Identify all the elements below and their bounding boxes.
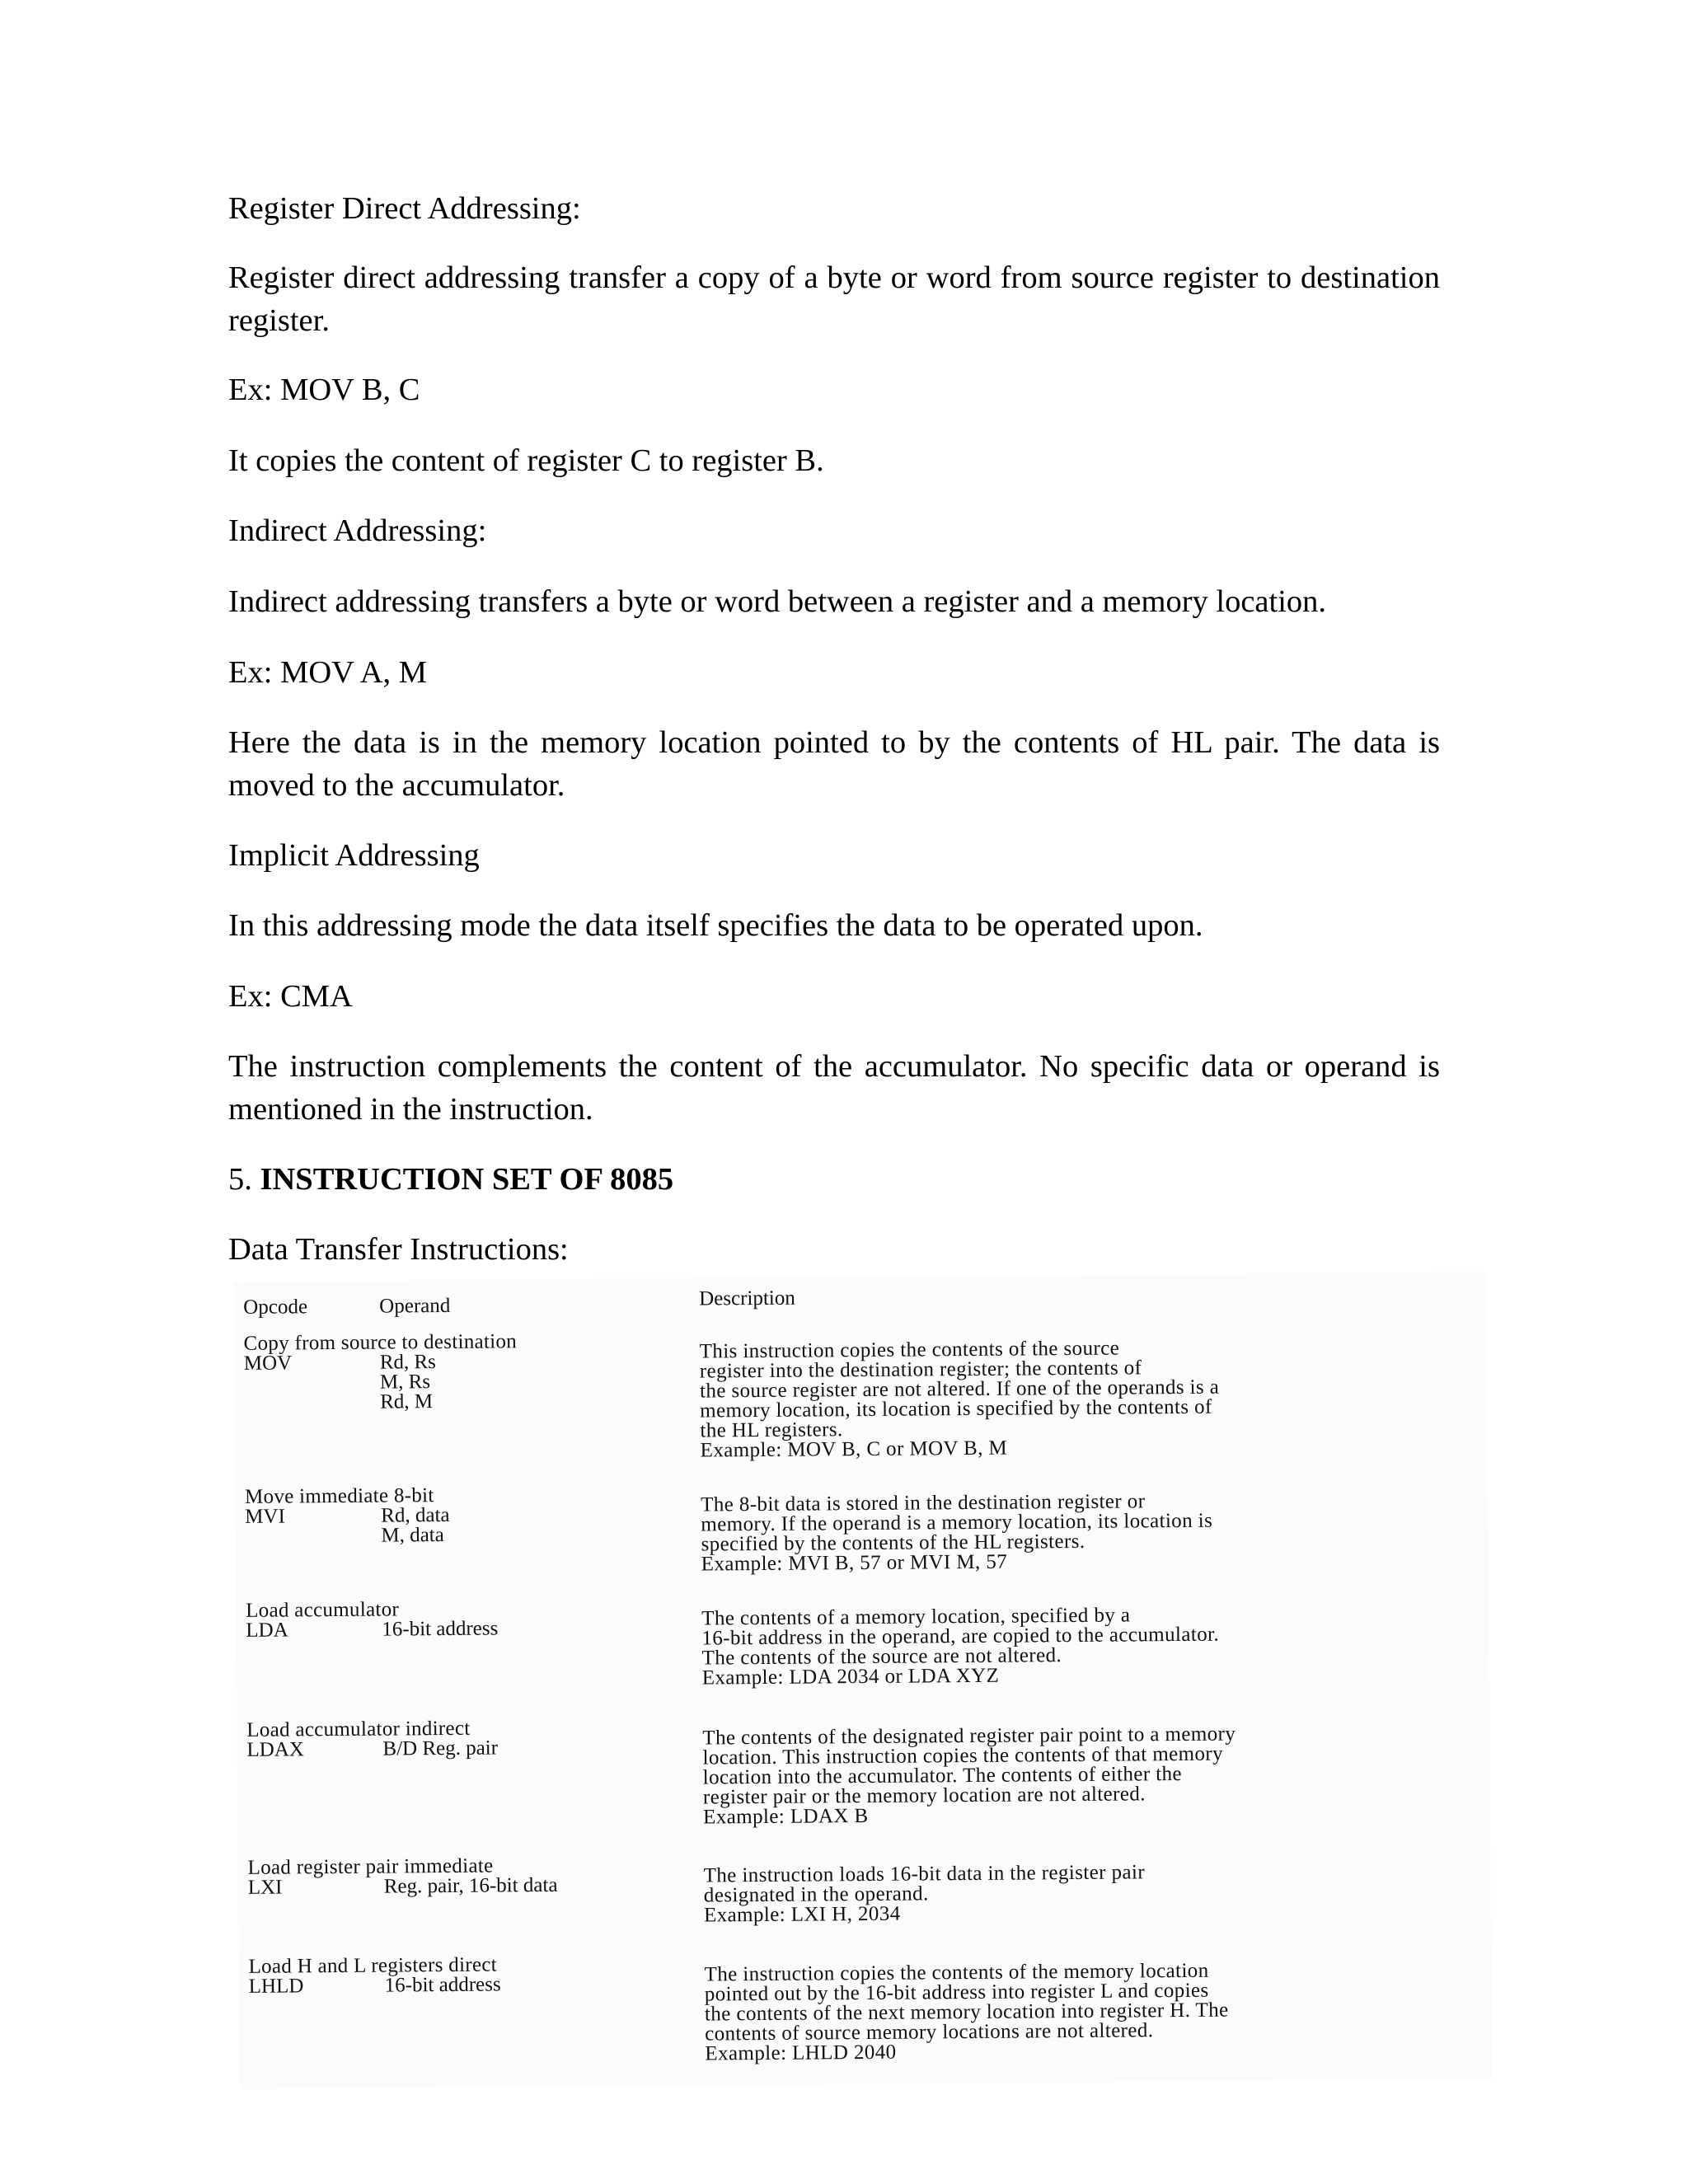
- paragraph-implicit-desc: In this addressing mode the data itself specifies the data to be operated upon.: [228, 908, 1203, 943]
- subheading-implicit: Implicit Addressing: [228, 838, 480, 873]
- row-description: [701, 1489, 1464, 1574]
- paragraph-indirect-desc: Indirect addressing transfers a byte or word between a register and a memory location.: [228, 584, 1327, 619]
- row-operand: M, data: [381, 1524, 444, 1547]
- description-line: register pair or the memory location are not altered.: [702, 1783, 1146, 1809]
- description-line: Example: LDA 2034 or LDA XYZ: [701, 1664, 1000, 1690]
- description-line: register into the destination register; the contents of: [699, 1357, 1142, 1383]
- row-category: Load accumulator: [246, 1598, 400, 1622]
- description-line: contents of source memory locations are not altered.: [705, 2019, 1154, 2046]
- description-line: The contents of the designated register pair point to a memory: [702, 1722, 1236, 1750]
- row-description: [704, 1860, 1467, 1925]
- header-opcode: Opcode: [243, 1296, 308, 1319]
- description-line: specified by the contents of the HL registers.: [701, 1530, 1085, 1556]
- subheading-register-direct: Register Direct Addressing:: [228, 191, 581, 226]
- header-description: Description: [699, 1286, 795, 1310]
- example-mov-bc: Ex: MOV B, C: [228, 373, 420, 407]
- header-operand: Operand: [379, 1294, 451, 1318]
- instruction-table-image: [233, 1272, 1493, 2089]
- row-opcode: LDA: [246, 1619, 288, 1642]
- row-opcode: LDAX: [246, 1738, 305, 1761]
- row-operand: 16-bit address: [382, 1617, 499, 1641]
- row-operand: Rd, M: [380, 1390, 434, 1413]
- description-line: location. This instruction copies the contents of that memory: [702, 1742, 1224, 1769]
- paragraph-cma-desc: The instruction complements the content of the accumulator. No specific data or operand is mentioned in the instruction.: [228, 1049, 1440, 1127]
- section-number: 5.: [228, 1162, 252, 1197]
- table-row: [235, 1478, 1488, 1576]
- row-operations: [245, 1503, 450, 1547]
- row-operations: [244, 1352, 437, 1413]
- description-line: 16-bit address in the operand, are copied to the accumulator.: [701, 1623, 1220, 1650]
- description-line: The instruction loads 16-bit data in the register pair: [703, 1861, 1146, 1887]
- example-cma: Ex: CMA: [228, 979, 353, 1014]
- row-description: [700, 1336, 1463, 1460]
- description-line: the contents of the next memory location into register H. The: [704, 1999, 1229, 2026]
- description-line: Example: MVI B, 57 or MVI M, 57: [701, 1550, 1008, 1576]
- description-line: Example: LDAX B: [703, 1804, 869, 1829]
- row-category: Load register pair immediate: [247, 1854, 494, 1879]
- table-row: [236, 1591, 1489, 1690]
- description-line: Example: LXI H, 2034: [703, 1902, 901, 1927]
- table-row: [234, 1324, 1487, 1462]
- row-category: Copy from source to destination: [243, 1330, 518, 1355]
- description-line: This instruction copies the contents of the source: [699, 1337, 1120, 1363]
- row-operand: B/D Reg. pair: [382, 1736, 499, 1760]
- paragraph-register-direct-desc: Register direct addressing transfer a copy of a byte or word from source register to destination register.: [228, 260, 1440, 338]
- row-description: [701, 1603, 1465, 1688]
- description-line: The contents of the source are not altered.: [701, 1644, 1062, 1670]
- row-operations: [246, 1619, 498, 1640]
- row-operations: [247, 1873, 558, 1899]
- row-operand: Rd, data: [381, 1503, 450, 1527]
- description-line: pointed out by the 16-bit address into register L and copies: [704, 1979, 1209, 2006]
- description-line: Example: MOV B, C or MOV B, M: [700, 1436, 1008, 1462]
- row-operand: M, Rs: [379, 1371, 431, 1394]
- subheading-data-transfer: Data Transfer Instructions:: [228, 1232, 569, 1267]
- row-operand: 16-bit address: [384, 1973, 501, 1997]
- table-row: [238, 1947, 1491, 2065]
- paragraph-hl-pair: Here the data is in the memory location pointed to by the contents of HL pair. The data is moved to the accumulator.: [228, 725, 1440, 803]
- description-line: The contents of a memory location, specified by a: [701, 1604, 1131, 1630]
- row-opcode: LXI: [247, 1876, 283, 1899]
- row-category: Load H and L registers direct: [248, 1953, 498, 1978]
- table-row: [237, 1849, 1490, 1927]
- subheading-indirect: Indirect Addressing:: [228, 513, 487, 548]
- section-title: INSTRUCTION SET OF 8085: [260, 1162, 674, 1197]
- paragraph-copies-content: It copies the content of register C to register B.: [228, 443, 824, 478]
- example-mov-am: Ex: MOV A, M: [228, 655, 428, 690]
- description-line: Example: LHLD 2040: [705, 2041, 897, 2065]
- section-heading: [228, 1158, 1440, 1201]
- row-opcode: MOV: [243, 1352, 293, 1375]
- row-operand: Reg. pair, 16-bit data: [383, 1873, 558, 1898]
- row-operations: [249, 1975, 501, 1996]
- description-line: The instruction copies the contents of the memory location: [704, 1959, 1209, 1986]
- row-opcode: LHLD: [248, 1975, 304, 1998]
- row-description: [702, 1722, 1465, 1827]
- description-line: memory location, its location is specified by the contents of: [700, 1395, 1212, 1422]
- description-line: location into the accumulator. The contents of either the: [702, 1762, 1183, 1789]
- description-line: the source register are not altered. If one of the operands is a: [699, 1376, 1220, 1403]
- row-category: Load accumulator indirect: [246, 1717, 471, 1741]
- description-line: the HL registers.: [700, 1418, 843, 1442]
- description-line: memory. If the operand is a memory location, its location is: [701, 1509, 1213, 1536]
- table-row: [237, 1711, 1489, 1829]
- row-operations: [246, 1738, 498, 1760]
- row-operand: Rd, Rs: [379, 1351, 436, 1374]
- description-line: The 8-bit data is stored in the destination register or: [701, 1490, 1146, 1516]
- row-description: [705, 1959, 1468, 2064]
- description-line: designated in the operand.: [703, 1882, 929, 1907]
- row-category: Move immediate 8-bit: [244, 1484, 434, 1508]
- row-opcode: MVI: [245, 1505, 285, 1528]
